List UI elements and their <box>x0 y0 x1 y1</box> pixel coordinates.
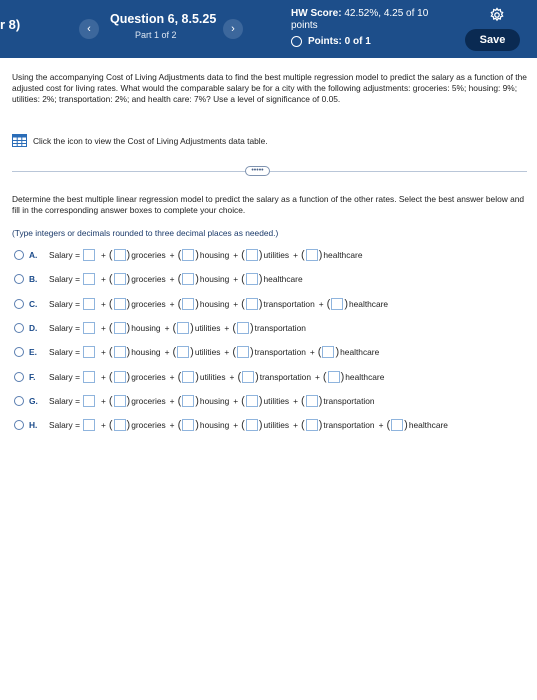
option-radio[interactable] <box>14 396 24 406</box>
open-paren: ( <box>172 346 177 359</box>
variable-label: utilities <box>263 420 290 431</box>
variable-label: healthcare <box>345 371 385 382</box>
plus-sign: + <box>169 371 175 382</box>
plus-sign: + <box>233 250 239 260</box>
close-paren: ) <box>126 321 131 334</box>
variable-label: housing <box>199 274 230 285</box>
open-paren: ( <box>241 273 245 286</box>
coefficient-answer-box[interactable] <box>246 273 258 285</box>
close-paren: ) <box>258 419 263 432</box>
open-paren: ( <box>232 321 236 334</box>
open-paren: ( <box>232 346 236 359</box>
coefficient-answer-box[interactable] <box>114 249 126 261</box>
intercept-answer-box[interactable] <box>83 419 95 431</box>
equation-lhs: Salary = <box>49 298 80 309</box>
option-radio[interactable] <box>14 372 24 382</box>
settings-button[interactable] <box>489 7 505 23</box>
variable-label: groceries <box>131 250 166 260</box>
equation-lhs: Salary = <box>49 420 80 431</box>
open-paren: ( <box>326 297 331 310</box>
plus-sign: + <box>233 298 239 309</box>
assignment-label: r 8) <box>0 17 21 32</box>
plus-sign: + <box>233 274 239 285</box>
coefficient-answer-box[interactable] <box>182 298 194 310</box>
plus-sign: + <box>293 420 299 431</box>
next-question-button[interactable] <box>223 19 243 39</box>
coefficient-answer-box[interactable] <box>246 419 258 431</box>
plus-sign: + <box>164 347 170 358</box>
points-circle-icon <box>291 36 302 47</box>
points-label: Points: <box>308 36 342 47</box>
coefficient-answer-box[interactable] <box>306 395 318 407</box>
open-paren: ( <box>177 273 182 286</box>
coefficient-answer-box[interactable] <box>322 346 334 358</box>
equation-lhs: Salary = <box>49 274 80 285</box>
variable-label: utilities <box>194 322 221 333</box>
option-letter: D. <box>29 322 38 333</box>
coefficient-answer-box[interactable] <box>177 346 189 358</box>
close-paren: ) <box>190 346 194 359</box>
close-paren: ) <box>126 370 131 383</box>
option-row[interactable] <box>14 272 304 286</box>
open-paren: ( <box>177 419 182 432</box>
plus-sign: + <box>100 420 106 431</box>
points-status <box>291 36 371 47</box>
plus-sign: + <box>100 274 106 285</box>
close-paren: ) <box>195 370 199 383</box>
coefficient-answer-box[interactable] <box>237 346 249 358</box>
variable-label: utilities <box>194 347 221 358</box>
variable-label: housing <box>199 395 230 406</box>
option-row[interactable] <box>14 345 380 359</box>
variable-label: healthcare <box>340 347 380 358</box>
close-paren: ) <box>335 346 340 359</box>
close-paren: ) <box>344 297 348 310</box>
question-title: Question 6, 8.5.25 <box>110 12 217 26</box>
coefficient-answer-box[interactable] <box>177 322 189 334</box>
open-paren: ( <box>108 370 113 383</box>
option-letter: A. <box>29 250 38 260</box>
open-paren: ( <box>108 249 113 261</box>
coefficient-answer-box[interactable] <box>242 371 254 383</box>
open-paren: ( <box>237 370 242 383</box>
coefficient-answer-box[interactable] <box>246 298 258 310</box>
plus-sign: + <box>100 347 106 358</box>
option-row[interactable] <box>14 297 389 311</box>
option-radio[interactable] <box>14 323 24 333</box>
open-paren: ( <box>108 273 113 286</box>
chevron-right-icon: › <box>231 23 235 35</box>
close-paren: ) <box>195 297 199 310</box>
plus-sign: + <box>229 371 235 382</box>
close-paren: ) <box>258 273 263 286</box>
plus-sign: + <box>100 250 106 260</box>
open-paren: ( <box>301 419 305 432</box>
variable-label: housing <box>131 347 161 358</box>
open-paren: ( <box>322 370 327 383</box>
variable-label: housing <box>199 298 230 309</box>
close-paren: ) <box>258 249 263 261</box>
intercept-answer-box[interactable] <box>83 346 95 358</box>
open-paren: ( <box>108 346 113 359</box>
variable-label: transportation <box>323 420 375 431</box>
option-letter: F. <box>29 371 36 382</box>
coefficient-answer-box[interactable] <box>182 371 194 383</box>
equation-lhs: Salary = <box>49 250 80 260</box>
coefficient-answer-box[interactable] <box>237 322 249 334</box>
plus-sign: + <box>100 322 106 333</box>
open-paren: ( <box>301 249 305 261</box>
close-paren: ) <box>126 249 131 261</box>
variable-label: transportation <box>259 371 311 382</box>
close-paren: ) <box>126 394 131 407</box>
close-paren: ) <box>126 297 131 310</box>
variable-label: groceries <box>131 274 166 285</box>
close-paren: ) <box>250 346 254 359</box>
option-row[interactable] <box>14 321 307 335</box>
option-radio[interactable] <box>14 274 24 284</box>
open-paren: ( <box>177 297 182 310</box>
option-letter: C. <box>29 298 38 309</box>
plus-sign: + <box>169 298 175 309</box>
option-letter: E. <box>29 347 37 358</box>
variable-label: transportation <box>254 347 306 358</box>
plus-sign: + <box>293 250 299 260</box>
open-paren: ( <box>177 370 182 383</box>
data-table-link-text[interactable]: Click the icon to view the Cost of Living Adjustments data table. <box>33 135 268 146</box>
previous-question-button[interactable] <box>79 19 99 39</box>
close-paren: ) <box>255 370 259 383</box>
hw-score <box>291 8 451 32</box>
plus-sign: + <box>100 298 106 309</box>
open-paren: ( <box>108 297 113 310</box>
variable-label: healthcare <box>348 298 389 309</box>
plus-sign: + <box>318 298 324 309</box>
variable-label: transportation <box>323 395 375 406</box>
coefficient-answer-box[interactable] <box>114 419 126 431</box>
chevron-left-icon: ‹ <box>87 23 91 35</box>
close-paren: ) <box>195 249 199 261</box>
open-paren: ( <box>108 394 113 407</box>
option-letter: G. <box>29 395 38 406</box>
variable-label: utilities <box>199 371 226 382</box>
intercept-answer-box[interactable] <box>83 371 95 383</box>
close-paren: ) <box>195 394 199 407</box>
close-paren: ) <box>195 273 199 286</box>
open-paren: ( <box>317 346 322 359</box>
variable-label: healthcare <box>408 420 448 431</box>
table-icon[interactable] <box>12 134 27 147</box>
option-row[interactable] <box>14 370 385 384</box>
variable-label: housing <box>131 322 161 333</box>
open-paren: ( <box>241 394 245 407</box>
plus-sign: + <box>100 371 106 382</box>
plus-sign: + <box>378 420 384 431</box>
open-paren: ( <box>177 394 182 407</box>
coefficient-answer-box[interactable] <box>114 273 126 285</box>
equation-lhs: Salary = <box>49 322 80 333</box>
coefficient-answer-box[interactable] <box>114 322 126 334</box>
variable-label: transportation <box>263 298 315 309</box>
data-table-link[interactable] <box>12 134 268 147</box>
coefficient-answer-box[interactable] <box>114 346 126 358</box>
question-part: Part 1 of 2 <box>135 30 177 40</box>
coefficient-answer-box[interactable] <box>306 249 318 261</box>
open-paren: ( <box>108 321 113 334</box>
intercept-answer-box[interactable] <box>83 273 95 285</box>
open-paren: ( <box>241 249 245 261</box>
plus-sign: + <box>224 347 230 358</box>
option-radio[interactable] <box>14 250 24 260</box>
plus-sign: + <box>100 395 106 406</box>
plus-sign: + <box>169 395 175 406</box>
equation-lhs: Salary = <box>49 371 80 382</box>
variable-label: healthcare <box>263 274 303 285</box>
coefficient-answer-box[interactable] <box>391 419 403 431</box>
open-paren: ( <box>301 394 305 407</box>
variable-label: groceries <box>131 371 166 382</box>
option-letter: B. <box>29 274 38 285</box>
coefficient-answer-box[interactable] <box>246 395 258 407</box>
coefficient-answer-box[interactable] <box>114 371 126 383</box>
variable-label: groceries <box>131 298 166 309</box>
open-paren: ( <box>386 419 391 432</box>
close-paren: ) <box>318 249 323 261</box>
close-paren: ) <box>126 419 131 432</box>
option-row[interactable] <box>14 418 449 432</box>
option-letter: H. <box>29 420 38 431</box>
open-paren: ( <box>172 321 177 334</box>
coefficient-answer-box[interactable] <box>246 249 258 261</box>
close-paren: ) <box>250 321 254 334</box>
save-button[interactable]: Save <box>465 29 520 51</box>
hw-score-label: HW Score: <box>291 8 342 19</box>
open-paren: ( <box>177 249 182 261</box>
close-paren: ) <box>318 419 323 432</box>
coefficient-answer-box[interactable] <box>328 371 340 383</box>
intercept-answer-box[interactable] <box>83 298 95 310</box>
points-value: 0 of 1 <box>344 36 371 47</box>
coefficient-answer-box[interactable] <box>114 298 126 310</box>
variable-label: utilities <box>263 250 290 260</box>
close-paren: ) <box>318 394 323 407</box>
plus-sign: + <box>224 322 230 333</box>
plus-sign: + <box>293 395 299 406</box>
intercept-answer-box[interactable] <box>83 249 95 261</box>
plus-sign: + <box>309 347 315 358</box>
coefficient-answer-box[interactable] <box>182 273 194 285</box>
variable-label: transportation <box>254 322 306 333</box>
coefficient-answer-box[interactable] <box>114 395 126 407</box>
variable-label: groceries <box>131 420 166 431</box>
close-paren: ) <box>404 419 408 432</box>
close-paren: ) <box>340 370 345 383</box>
coefficient-answer-box[interactable] <box>182 249 194 261</box>
question-text: Determine the best multiple linear regression model to predict the salary as a function of the other rates. Select the best answer below and fill in the corresponding answer boxes to complete your choice. <box>12 194 525 215</box>
expand-button[interactable]: ••••• <box>245 166 270 176</box>
intercept-answer-box[interactable] <box>83 395 95 407</box>
variable-label: healthcare <box>323 250 363 260</box>
plus-sign: + <box>169 274 175 285</box>
plus-sign: + <box>169 250 175 260</box>
plus-sign: + <box>164 322 170 333</box>
coefficient-answer-box[interactable] <box>306 419 318 431</box>
open-paren: ( <box>241 419 245 432</box>
variable-label: housing <box>199 420 230 431</box>
close-paren: ) <box>126 273 131 286</box>
plus-sign: + <box>233 420 239 431</box>
option-radio[interactable] <box>14 347 24 357</box>
close-paren: ) <box>258 297 263 310</box>
plus-sign: + <box>169 420 175 431</box>
hw-score-value: 42.52%, 4.25 of 10 points <box>291 8 429 31</box>
coefficient-answer-box[interactable] <box>331 298 343 310</box>
equation-lhs: Salary = <box>49 395 80 406</box>
plus-sign: + <box>315 371 320 382</box>
intercept-answer-box[interactable] <box>83 322 95 334</box>
coefficient-answer-box[interactable] <box>182 395 194 407</box>
option-row[interactable] <box>14 248 364 262</box>
gear-icon <box>489 7 505 23</box>
close-paren: ) <box>195 419 199 432</box>
variable-label: utilities <box>263 395 290 406</box>
open-paren: ( <box>108 419 113 432</box>
equation-lhs: Salary = <box>49 347 80 358</box>
variable-label: housing <box>199 250 230 260</box>
plus-sign: + <box>233 395 239 406</box>
rounding-instruction: (Type integers or decimals rounded to three decimal places as needed.) <box>12 228 279 238</box>
top-header-bar <box>0 0 537 58</box>
problem-intro: Using the accompanying Cost of Living Adjustments data to find the best multiple regression model to predict the salary as a function of the adjusted cost for living rates. What would the comparable salary be for a city with the following adjustments: groceries: 5%; housing: 9%; utilities: 2%; transportation: 2%; and health care: 7%? Use a level of significance of 0.05. <box>12 72 527 104</box>
close-paren: ) <box>258 394 263 407</box>
variable-label: groceries <box>131 395 166 406</box>
option-radio[interactable] <box>14 299 24 309</box>
close-paren: ) <box>126 346 131 359</box>
close-paren: ) <box>190 321 194 334</box>
option-row[interactable] <box>14 394 376 408</box>
option-radio[interactable] <box>14 420 24 430</box>
open-paren: ( <box>241 297 245 310</box>
coefficient-answer-box[interactable] <box>182 419 194 431</box>
